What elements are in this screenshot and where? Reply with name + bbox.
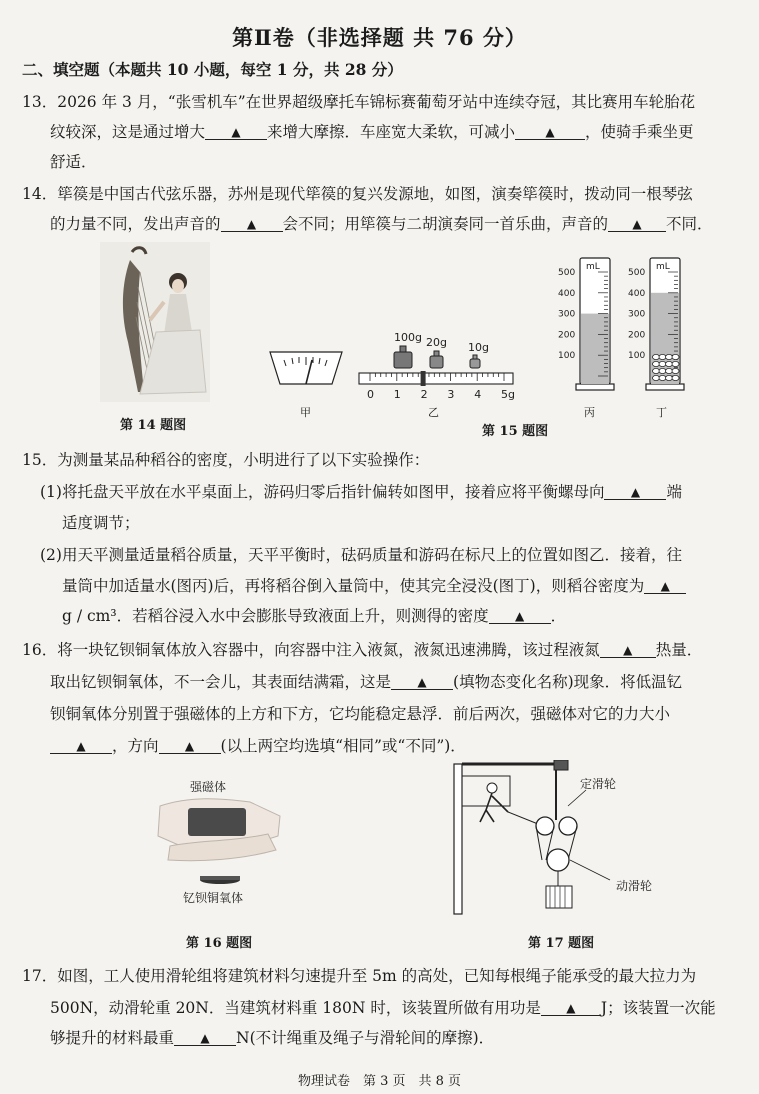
q16-text: ，方向 [112,737,159,755]
cylinder-ding [628,258,684,390]
q16-blank-1[interactable]: ▲ [600,640,656,658]
weight-10g [470,359,480,368]
q14-line2 [50,214,713,234]
fig15-caption: 第 15 题图 [482,424,549,439]
pulley-figure [450,760,690,920]
konghou-figure [100,242,210,402]
q17-line3 [50,1028,494,1048]
cylinder-tick-label: 100 [558,351,576,362]
q13-line2 [50,122,694,142]
q16-blank-2[interactable]: ▲ [391,672,453,690]
q15-blank-2[interactable]: ▲ [644,576,686,594]
label-magnet: 强磁体 [190,780,227,794]
rider-tick-label: 1 [393,388,401,401]
q13-blank-1[interactable]: ▲ [205,122,267,140]
rider-tick-label: 0 [367,388,374,401]
cylinder-tick-label: 300 [628,309,646,320]
fig15-label-yi: 乙 [428,406,439,419]
worker [480,793,508,822]
fig15-label-bing: 丙 [584,406,595,419]
weight-20g [430,356,443,368]
q15-text: 量筒中加适量水(图丙)后，再将稻谷倒入量筒中，使其完全浸没(图丁)，则稻谷密度为 [62,577,645,595]
q15-p2b [62,576,686,596]
q17-blank-1[interactable]: ▲ [541,998,601,1016]
q15-p2c [62,606,566,626]
cylinders-figure [552,246,692,404]
q14-text: 的力量不同，发出声音的 [50,215,221,233]
q16-blank-4[interactable]: ▲ [159,736,221,754]
cylinder-tick-label: 100 [628,351,646,362]
section-header: 二、填空题（本题共 10 小题，每空 1 分，共 28 分） [22,60,403,79]
water-column [581,314,609,384]
q16-text: 16．将一块钇钡铜氧体放入容器中，向容器中注入液氮，液氮迅速沸腾，该过程液氮 [22,641,600,659]
cylinder-tick-label: 500 [558,268,576,278]
q15-line1: 15．为测量某品种稻谷的密度，小明进行了以下实验操作： [22,451,430,469]
q15-text: ． [550,607,567,625]
worker-head [487,783,497,793]
cylinder-tick-label: 300 [558,309,576,320]
q15-text: (1)将托盘天平放在水平桌面上，游码归零后指针偏转如图甲，接着应将平衡螺母向 [40,483,605,501]
rider [421,371,426,386]
q16-text: 热量． [655,641,703,659]
levitation-figure [150,776,290,906]
magnet-block [188,808,246,836]
rider-tick-label: 5g [501,388,515,401]
q17-text: 500N，动滑轮重 20N．当建筑材料重 180N 时，该装置所做有用功是 [50,999,541,1017]
q15-text: g / cm³．若稻谷浸入水中会膨胀导致液面上升，则测得的密度 [62,607,489,625]
fig15-label-jia: 甲 [300,406,311,419]
q14-blank-2[interactable]: ▲ [608,214,666,232]
weights-rider-figure [356,326,516,406]
q17-line1: 17．如图，工人使用滑轮组将建筑材料匀速提升至 5m 的高处，已知每根绳子能承受的最大拉力为 [22,967,697,985]
q13-text: ，使骑手乘坐更 [585,123,694,141]
cylinder-tick-label: 400 [558,288,576,299]
cylinder-tick-label: 200 [628,330,646,341]
fixed-pulley-1 [536,817,554,835]
label-moving-pulley: 动滑轮 [616,879,653,893]
cylinder-bing [558,258,614,390]
q15-p2a: (2)用天平测量适量稻谷质量，天平平衡时，砝码质量和游码在标尺上的位置如图乙．接着，往 [40,546,682,564]
q15-p1c: 适度调节； [62,514,140,532]
q16-text: (填物态变化名称)现象．将低温钇 [453,673,683,691]
q15-text: 端 [666,483,682,501]
fig16-caption: 第 16 题图 [186,936,253,951]
rider-tick-label: 2 [420,388,428,401]
rider-tick-label: 4 [474,388,482,401]
cylinder-tick-label: 400 [628,288,646,299]
q17-blank-2[interactable]: ▲ [174,1028,236,1046]
page-footer: 物理试卷 第 3 页 共 8 页 [297,1074,462,1089]
q14-text: 不同． [666,215,713,233]
cylinder-tick-label: 200 [558,330,576,341]
q16-line4 [50,736,466,756]
q17-text: N(不计绳重及绳子与滑轮间的摩擦)． [236,1029,495,1047]
q16-line2 [50,672,682,692]
weight-100g [394,352,412,368]
q16-blank-3[interactable]: ▲ [50,736,112,754]
page-title: 第Ⅱ卷（非选择题 共 76 分） [232,25,527,50]
fixed-pulley-2 [559,817,577,835]
fig14-caption: 第 14 题图 [120,418,187,433]
q15-blank-1[interactable]: ▲ [604,482,666,500]
label-fixed-pulley: 定滑轮 [580,777,617,791]
q16-text: 取出钇钡铜氧体，不一会儿，其表面结满霜，这是 [50,673,392,691]
q16-line1 [22,640,702,660]
q16-text: (以上两空均选填“相同”或“不同”)． [220,737,466,755]
weight-label-100g: 100g [394,331,422,344]
q13-blank-2[interactable]: ▲ [515,122,585,140]
moving-pulley [547,849,569,871]
balance-pointer-figure [268,348,344,400]
q13-text: 纹较深，这是通过增大 [50,123,206,141]
q13-line1: 13．2026 年 3 月，“张雪机车”在世界超级摩托车锦标赛葡萄牙站中连续夺冠，其比赛用车轮胎花 [22,93,696,111]
q15-blank-3[interactable]: ▲ [489,606,551,624]
cylinder-tick-label: 500 [628,268,646,278]
fig17-caption: 第 17 题图 [528,936,595,951]
cylinder-unit: mL [656,262,670,272]
q14-line1: 14．筚篌是中国古代弦乐器，苏州是现代筚篌的复兴发源地，如图，演奏筚篌时，拨动同一根琴弦 [22,185,693,203]
q17-text: 够提升的材料最重 [50,1029,175,1047]
rider-tick-label: 3 [447,388,455,401]
weight-label-20g: 20g [426,336,447,349]
q17-text: J；该装置一次能 [600,999,716,1017]
fig15-label-ding: 丁 [656,406,667,419]
q15-p1 [40,482,682,502]
q17-line2 [50,998,716,1018]
q13-text: 来增大摩擦．车座宽大柔软，可减小 [267,123,516,141]
q14-text: 会不同；用筚篌与二胡演奏同一首乐曲，声音的 [282,215,609,233]
label-ybco: 钇钡铜氧体 [183,891,244,905]
q16-line3: 钡铜氧体分别置于强磁体的上方和下方，它均能稳定悬浮．前后两次，强磁体对它的力大小 [50,705,671,723]
q14-blank-1[interactable]: ▲ [221,214,283,232]
rider-scale [359,373,513,384]
weight-label-10g: 10g [468,341,489,354]
q13-line3: 舒适． [50,153,97,171]
cylinder-unit: mL [586,262,600,272]
